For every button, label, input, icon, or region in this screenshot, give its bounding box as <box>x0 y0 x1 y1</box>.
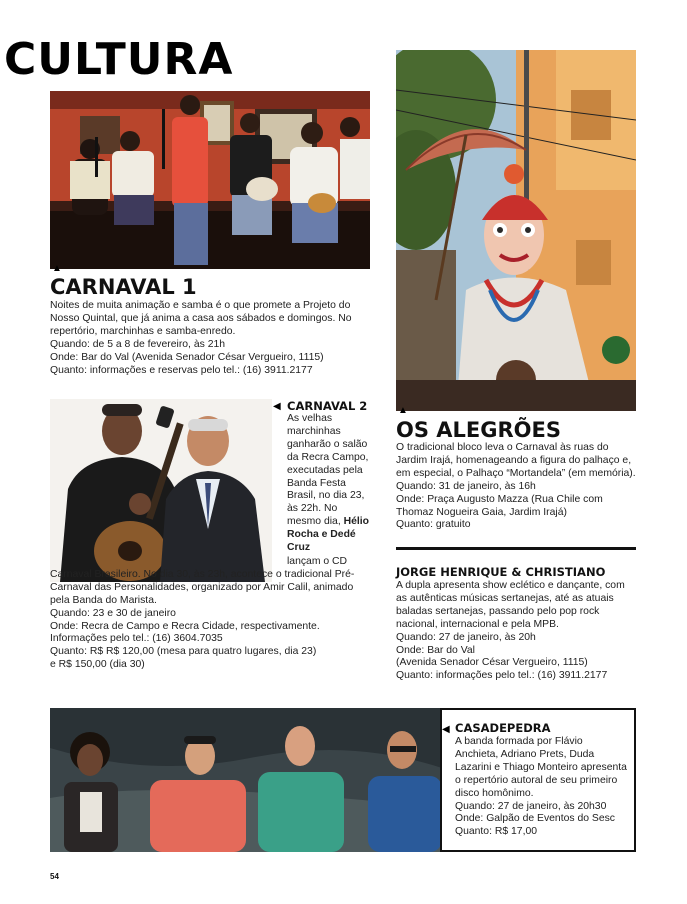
carnaval2-text-part2: lançam o CD Carnaval Brasileiro. No dia 30, às 23h, acontece o tradicional Pré-Carnaval das Personalidades, organizado por Amir Calil, animado pela Banda do Marista. <box>50 556 355 606</box>
carnaval2-text <box>287 413 369 555</box>
casadepedra-where: Onde: Galpão de Eventos do Sesc <box>455 813 616 825</box>
carnaval2-price-line2: e R$ 150,00 (dia 30) <box>50 659 145 671</box>
jorge-description: A dupla apresenta show eclético e dançante, com as autênticas músicas sertanejas, até as atuais baladas sertanejas, passando pelo pop rock nacional, internacional e pela MPB. <box>396 580 625 630</box>
jorge-title: JORGE HENRIQUE & CHRISTIANO <box>396 565 606 579</box>
jorge-body <box>396 580 638 683</box>
carnaval1-where: Onde: Bar do Val (Avenida Senador César Vergueiro, 1115) <box>50 351 324 363</box>
casadepedra-price: Quanto: R$ 17,00 <box>455 826 538 838</box>
section-title: CULTURA <box>4 34 234 85</box>
alegroes-price: Quanto: gratuito <box>396 519 471 531</box>
alegroes-description: O tradicional bloco leva o Carnaval às ruas do Jardim Irajá, homenageando a figura do palhaço e, em especial, o Palhaço “Mortandela” (em memória). <box>396 442 636 479</box>
carnaval2-price-line1: Quanto: R$ R$ 120,00 (mesa para quatro lugares, dia 23) <box>50 646 317 658</box>
jorge-when: Quando: 27 de janeiro, às 20h <box>396 631 536 643</box>
carnaval2-when: Quando: 23 e 30 de janeiro <box>50 607 176 619</box>
carnaval2-where: Onde: Recra de Campo e Recra Cidade, respectivamente. <box>50 620 320 632</box>
section-divider <box>396 547 636 550</box>
carnaval1-description: Noites de muita animação e samba é o que promete a Projeto do Nosso Quintal, que já anima a casa aos sábados e domingos. No repertório, marchinhas e samba-enredo. <box>50 300 352 337</box>
jorge-where-line2: (Avenida Senador César Vergueiro, 1115) <box>396 657 588 669</box>
carnaval1-body <box>50 300 370 377</box>
alegroes-body <box>396 442 638 532</box>
carnaval2-info: Informações pelo tel.: (16) 3604.7035 <box>50 633 223 645</box>
carnaval2-text-part1: As velhas marchinhas ganharão o salão da Recra Campo, executadas pela Banda Festa Brasil, no dia 23, às 22h. No mesmo dia, <box>287 413 369 528</box>
arrow-up-icon: ▲ <box>52 263 62 274</box>
carnaval2-title: CARNAVAL 2 <box>287 399 368 413</box>
casadepedra-title: CASADEPEDRA <box>455 721 551 735</box>
casadepedra-description: A banda formada por Flávio Anchieta, Adriano Prets, Duda Lazarini e Thiago Monteiro apresenta o repertório autoral de seu primeiro disco homônimo. <box>455 736 627 799</box>
arrow-left-icon: ◀ <box>273 401 281 412</box>
alegroes-title: OS ALEGRÕES <box>396 418 561 442</box>
carnaval2-body <box>50 556 372 672</box>
arrow-left-icon: ◀ <box>442 724 450 735</box>
carnaval2-side-text <box>287 413 369 555</box>
casadepedra-body <box>455 736 627 839</box>
carnaval1-when: Quando: de 5 a 8 de fevereiro, às 21h <box>50 338 226 350</box>
carnaval1-price: Quanto: informações e reservas pelo tel.: (16) 3911.2177 <box>50 364 313 376</box>
carnaval1-title: CARNAVAL 1 <box>50 275 197 299</box>
photo-giant-puppet <box>396 50 636 411</box>
arrow-up-icon: ▲ <box>398 405 408 416</box>
photo-samba-band <box>50 91 370 269</box>
alegroes-where: Onde: Praça Augusto Mazza (Rua Chile com Thomaz Nogueira Gaia, Jardim Irajá) <box>396 493 603 518</box>
alegroes-when: Quando: 31 de janeiro, às 16h <box>396 480 536 492</box>
jorge-where-line1: Onde: Bar do Val <box>396 644 475 656</box>
photo-band-casadepedra <box>50 708 442 852</box>
jorge-price: Quanto: informações pelo tel.: (16) 3911.2177 <box>396 670 608 682</box>
casadepedra-when: Quando: 27 de janeiro, às 20h30 <box>455 800 607 812</box>
page-number: 54 <box>50 872 59 881</box>
carnaval2-artists: Hélio Rocha e Dedé Cruz <box>287 516 370 554</box>
photo-duo-guitar <box>50 399 272 582</box>
